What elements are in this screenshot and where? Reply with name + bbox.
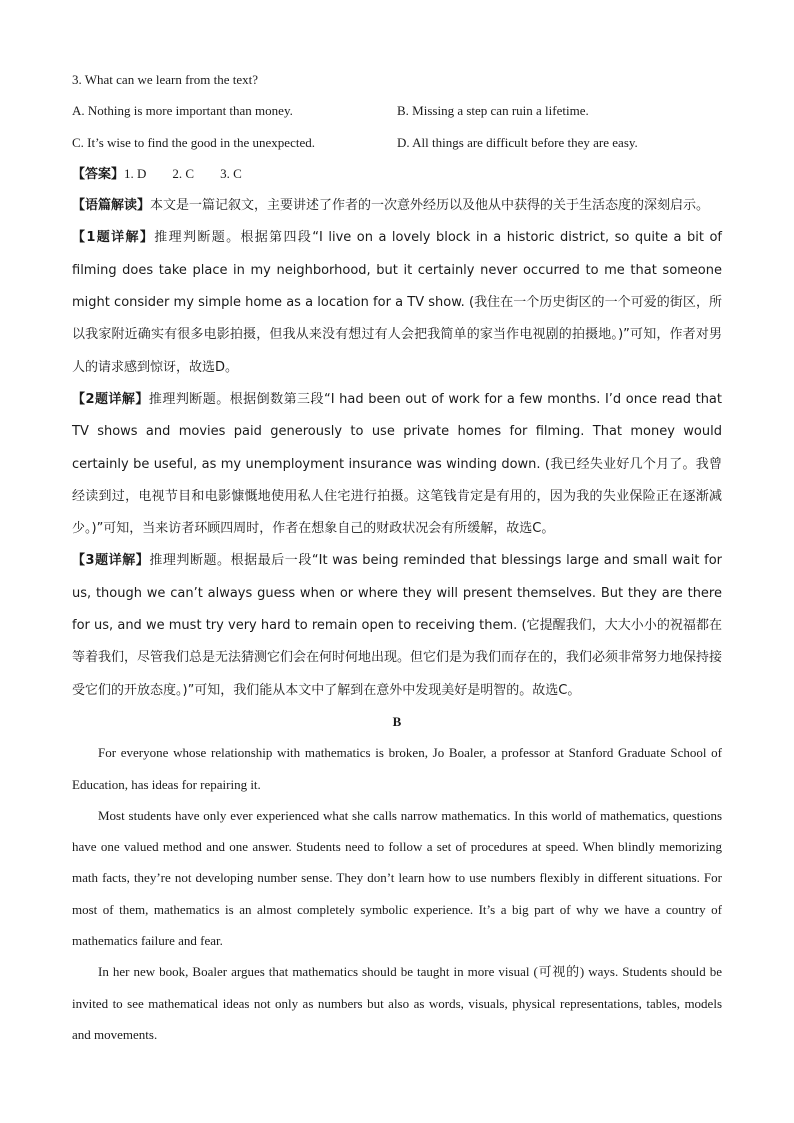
answer-line [72, 158, 722, 190]
detail-3-text: 推理判断题。根据最后一段“It was being reminded that blessings large and small wait for us, though we can’t always guess when or where they will present themselves. But they are there for us, and we must try very hard to remain open to receiving them. (它提醒我们，大大小小的祝福都在等着我们，尽管我们总是无法猜测它们会在何时何地出现。但它们是为我们而存在的，我们必须非常努力地保持接受它们的开放态度。)”可知，我们能从本文中了解到在意外中发现美好是明智的。故选C。 [72, 553, 723, 698]
option-d: D. All things are difficult before they are easy. [397, 134, 638, 150]
answer-tag: 【答案】 [72, 166, 125, 182]
detail-3-paragraph [72, 544, 722, 705]
detail-2-tag: 【2题详解】 [72, 391, 149, 407]
detail-1-text: 推理判断题。根据第四段“I live on a lovely block in a historic district, so quite a bit of filming does take place in my neighborhood, but it certainly never occurred to me that someone might consider my simple home as a location for a TV show. (我住在一个历史街区的一个可爱的街区，所以我家附近确实有很多电影拍摄，但我从来没有想过有人会把我简单的家当作电视剧的拍摄地。)”可知，作者对男人的请求感到惊讶，故选D。 [72, 230, 722, 375]
answer-item-3: 3. C [220, 165, 242, 181]
detail-3-tag: 【3题详解】 [72, 553, 150, 569]
section-b-title: B [392, 713, 402, 729]
option-a: A. Nothing is more important than money. [72, 103, 293, 119]
interpretation-tag: 【语篇解读】 [72, 198, 151, 214]
question-3-stem: 3. What can we learn from the text? [72, 72, 259, 87]
question-3-options-row-2 [72, 127, 722, 158]
detail-2-paragraph [72, 383, 722, 544]
interpretation-paragraph [72, 190, 722, 221]
interpretation-text: 本文是一篇记叙文，主要讲述了作者的一次意外经历以及他从中获得的关于生活态度的深刻启示。 [150, 198, 710, 214]
detail-1-tag: 【1题详解】 [72, 230, 155, 246]
question-3-options-row-1 [72, 95, 722, 126]
detail-1-paragraph [72, 221, 722, 382]
option-c: C. It’s wise to find the good in the unexpected. [72, 134, 315, 150]
section-b-paragraph-3: In her new book, Boaler argues that mathematics should be taught in more visual (可视的) ways. Students should be invited to see mathematical ideas not only as numbers but also as words, visuals, physical representations, tables, models and movements. [72, 964, 722, 1042]
answer-item-1: 1. D [124, 165, 147, 181]
section-b-paragraph-2: Most students have only ever experienced what she calls narrow mathematics. In this world of mathematics, questions have one valued method and one answer. Students need to follow a set of procedures at speed. When blindly memorizing math facts, they’re not developing number sense. They don’t learn how to use numbers flexibly in different situations. For most of them, mathematics is an almost completely symbolic experience. It’s a big part of why we have a country of mathematics failure and fear. [72, 807, 722, 949]
answer-item-2: 2. C [172, 165, 195, 181]
section-b-paragraph-1: For everyone whose relationship with mathematics is broken, Jo Boaler, a professor at Stanford Graduate School of Education, has ideas for repairing it. [72, 745, 722, 792]
option-b: B. Missing a step can ruin a lifetime. [397, 103, 589, 119]
detail-2-text: 推理判断题。根据倒数第三段“I had been out of work for a few months. I’d once read that TV shows and movies paid generously to use private homes for filming. That money would certainly be useful, as my unemployment insurance was winding down. (我已经失业好几个月了。我曾经读到过，电视节目和电影慷慨地使用私人住宅进行拍摄。这笔钱肯定是有用的，因为我的失业保险正在逐渐减少。)”可知，当来访者环顾四周时，作者在想象自己的财政状况会有所缓解，故选C。 [72, 391, 722, 537]
document-page [72, 64, 722, 1050]
